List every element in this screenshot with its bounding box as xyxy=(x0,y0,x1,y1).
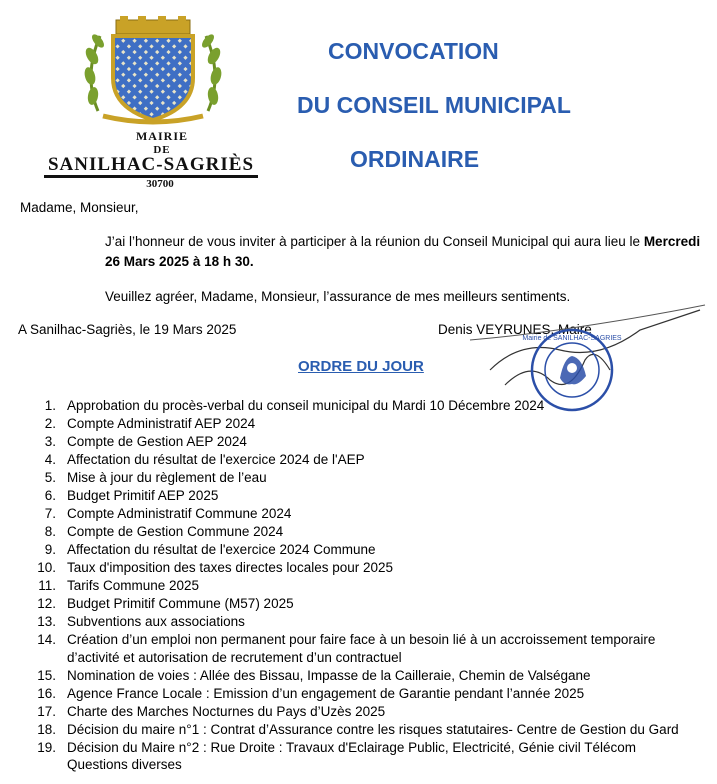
agenda-item-text: Affectation du résultat de l'exercice 2024 de l'AEP xyxy=(67,452,365,467)
title-line-1: CONVOCATION xyxy=(328,38,499,64)
agenda-item-number: 7. xyxy=(44,506,56,521)
closing-paragraph: Veuillez agréer, Madame, Monsieur, l’assurance de mes meilleurs sentiments. xyxy=(105,289,571,304)
agenda-item-number: 18. xyxy=(37,722,56,737)
agenda-item-text: Charte des Marches Nocturnes du Pays d’Uzès 2025 xyxy=(67,704,386,719)
agenda-item-number: 19. xyxy=(37,740,56,755)
agenda-item-number: 1. xyxy=(44,398,56,413)
agenda-item-number: 6. xyxy=(44,488,56,503)
municipal-crest-logo xyxy=(78,16,228,128)
svg-text:Mairie de SANILHAC-SAGRIES: Mairie de SANILHAC-SAGRIES xyxy=(522,335,622,342)
agenda-item-text: Décision du Maire n°2 : Rue Droite : Travaux d'Eclairage Public, Electricité, Génie civil Télécom xyxy=(67,740,636,755)
agenda-item-text: Affectation du résultat de l'exercice 2024 Commune xyxy=(67,542,376,557)
title-line-2: DU CONSEIL MUNICIPAL xyxy=(297,92,571,118)
commune-name: SANILHAC-SAGRIÈS xyxy=(47,154,255,175)
agenda-item-number: 2. xyxy=(44,416,56,431)
agenda-item-text: Taux d'imposition des taxes directes locales pour 2025 xyxy=(67,560,394,575)
agenda-item-number: 12. xyxy=(37,596,56,611)
salutation: Madame, Monsieur, xyxy=(20,200,139,215)
agenda-item-number: 11. xyxy=(38,578,56,593)
agenda-item-number: 8. xyxy=(44,524,56,539)
agenda-item-number: 13. xyxy=(37,614,56,629)
agenda-item-number: 4. xyxy=(44,452,56,467)
mairie-label: MAIRIE xyxy=(135,129,188,143)
invitation-date: 26 Mars 2025 à 18 h 30. xyxy=(105,254,254,269)
agenda-item-text: Agence France Locale : Emission d’un engagement de Garantie pendant l’année 2025 xyxy=(67,686,585,701)
agenda-item-number: 3. xyxy=(44,434,56,449)
agenda-item-text: Budget Primitif AEP 2025 xyxy=(67,488,219,503)
agenda-item-text: Budget Primitif Commune (M57) 2025 xyxy=(67,596,294,611)
agenda-item-text: Compte de Gestion AEP 2024 xyxy=(67,434,247,449)
agenda-item-text: Décision du maire n°1 : Contrat d’Assurance contre les risques statutaires- Centre de Gestion du Gard xyxy=(67,722,679,737)
agenda-title: ORDRE DU JOUR xyxy=(298,358,424,375)
agenda-item-text: Compte Administratif AEP 2024 xyxy=(67,416,256,431)
agenda-item-number: 5. xyxy=(44,470,56,485)
agenda-item-text: Compte de Gestion Commune 2024 xyxy=(67,524,284,539)
agenda-item-number: 9. xyxy=(44,542,56,557)
agenda-item-text: Création d’un emploi non permanent pour faire face à un besoin lié à un accroissement temporaire d’activité et autorisation de recrutement d’un contractuel xyxy=(67,632,656,665)
agenda-closing-item: Questions diverses xyxy=(67,757,182,772)
de-label: DE xyxy=(153,144,171,156)
agenda-item-number: 16. xyxy=(37,686,56,701)
meeting-weekday: Mercredi xyxy=(643,234,701,249)
agenda-item-text: Approbation du procès-verbal du conseil municipal du Mardi 10 Décembre 2024 xyxy=(67,398,545,413)
agenda-item-number: 14. xyxy=(37,632,56,647)
agenda-item-text: Compte Administratif Commune 2024 xyxy=(67,506,292,521)
place-and-date: A Sanilhac-Sagriès, le 19 Mars 2025 xyxy=(18,322,237,337)
invitation-paragraph-line-1: J’ai l’honneur de vous inviter à participer à la réunion du Conseil Municipal qui aura lieu le Mercredi xyxy=(105,234,701,249)
postal-code: 30700 xyxy=(146,178,174,190)
agenda-item-text: Subventions aux associations xyxy=(67,614,245,629)
agenda-item-text: Mise à jour du règlement de l’eau xyxy=(67,470,267,485)
signer-name: Denis VEYRUNES, Maire xyxy=(438,322,592,337)
agenda-item-number: 15. xyxy=(37,668,56,683)
agenda-item-text: Nomination de voies : Allée des Bissau, Impasse de la Cailleraie, Chemin de Valségane xyxy=(67,668,591,683)
agenda-item-text: Tarifs Commune 2025 xyxy=(67,578,200,593)
agenda-item-number: 10. xyxy=(37,560,56,575)
title-line-3: ORDINAIRE xyxy=(350,146,480,172)
agenda-item-number: 17. xyxy=(37,704,56,719)
